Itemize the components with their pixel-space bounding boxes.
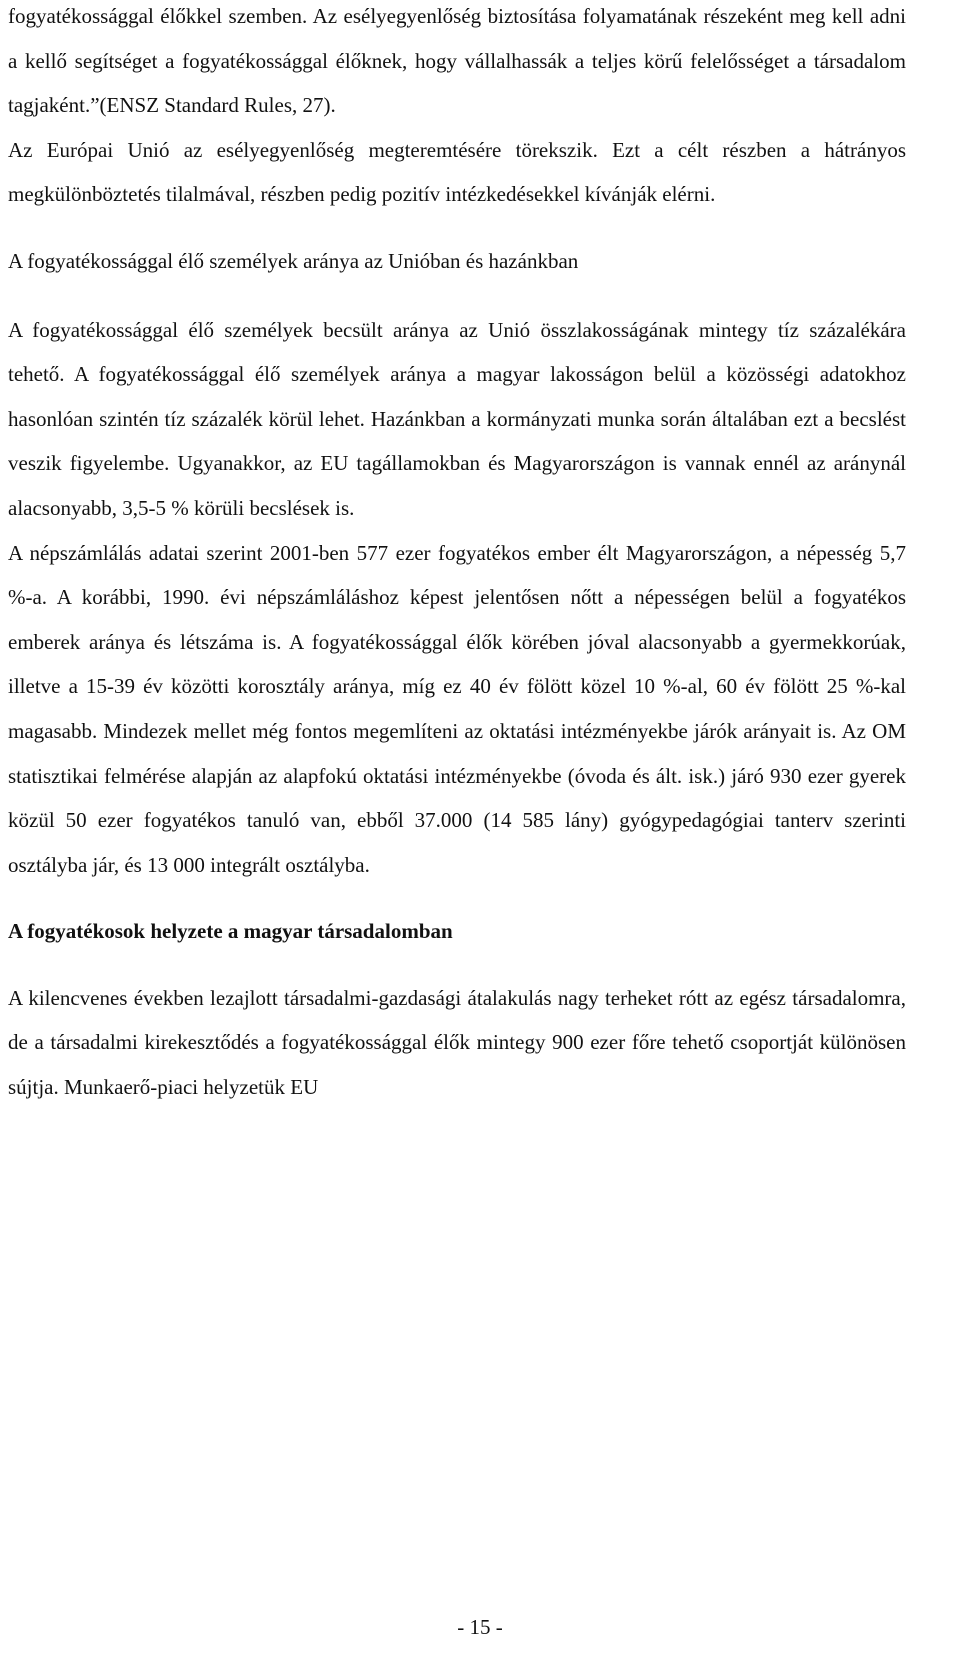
paragraph-intro-continued: fogyatékossággal élőkkel szemben. Az esélyegyenlőség biztosítása folyamatának részeként meg kell adni a kellő segítséget a fogyatékossággal élőknek, hogy vállalhassák a teljes körű felelősséget a társadalom tagjaként.”(ENSZ Standard Rules, 27). <box>8 4 906 118</box>
paragraph-eu-equality: Az Európai Unió az esélyegyenlőség megteremtésére törekszik. Ezt a célt részben a hátrányos megkülönböztetés tilalmával, részben pedig pozitív intézkedésekkel kívánják elérni. <box>8 137 906 207</box>
section-heading-proportion: A fogyatékossággal élő személyek aránya az Unióban és hazánkban <box>8 248 579 273</box>
paragraph-census-data: A népszámlálás adatai szerint 2001-ben 577 ezer fogyatékos ember élt Magyarországon, a népesség 5,7 %-a. A korábbi, 1990. évi népszámláláshoz képest jelentősen nőtt a népességen belül a fogyatékos emberek aránya és létszáma is. A fogyatékossággal élők körében jóval alacsonyabb a gyermekkorúak, illetve a 15-39 év közötti korosztály aránya, míg ez 40 év fölött közel 10 %-al, 60 év fölött 25 %-kal magasabb. Mindezek mellet még fontos megemlíteni az oktatási intézményekbe járók arányait is. Az OM statisztikai felmérése alapján az alapfokú oktatási intézményekbe (óvoda és ált. isk.) járó 930 ezer gyerek közül 50 ezer fogyatékos tanuló van, ebből 37.000 (14 585 lány) gyógypedagógiai tanterv szerinti osztályba jár, és 13 000 integrált osztályba. <box>8 540 906 877</box>
section-heading-situation: A fogyatékosok helyzete a magyar társadalomban <box>8 919 453 944</box>
page-number: - 15 - <box>457 1615 503 1639</box>
paragraph-nineties-transformation: A kilencvenes években lezajlott társadalmi-gazdasági átalakulás nagy terheket rótt az egész társadalomra, de a társadalmi kirekesztődés a fogyatékossággal élők mintegy 900 ezer főre tehető csoportját különösen sújtja. Munkaerő-piaci helyzetük EU <box>8 985 906 1100</box>
paragraph-estimated-proportion: A fogyatékossággal élő személyek becsült aránya az Unió összlakosságának mintegy tíz százalékára tehető. A fogyatékossággal élő személyek aránya a magyar lakosságon belül a közösségi adatokhoz hasonlóan szintén tíz százalék körül lehet. Hazánkban a kormányzati munka során általában ezt a becslést veszik figyelembe. Ugyanakkor, az EU tagállamokban és Magyarországon is vannak ennél az aránynál alacsonyabb, 3,5-5 % körüli becslések is. <box>8 317 906 520</box>
document-page <box>8 0 906 1110</box>
